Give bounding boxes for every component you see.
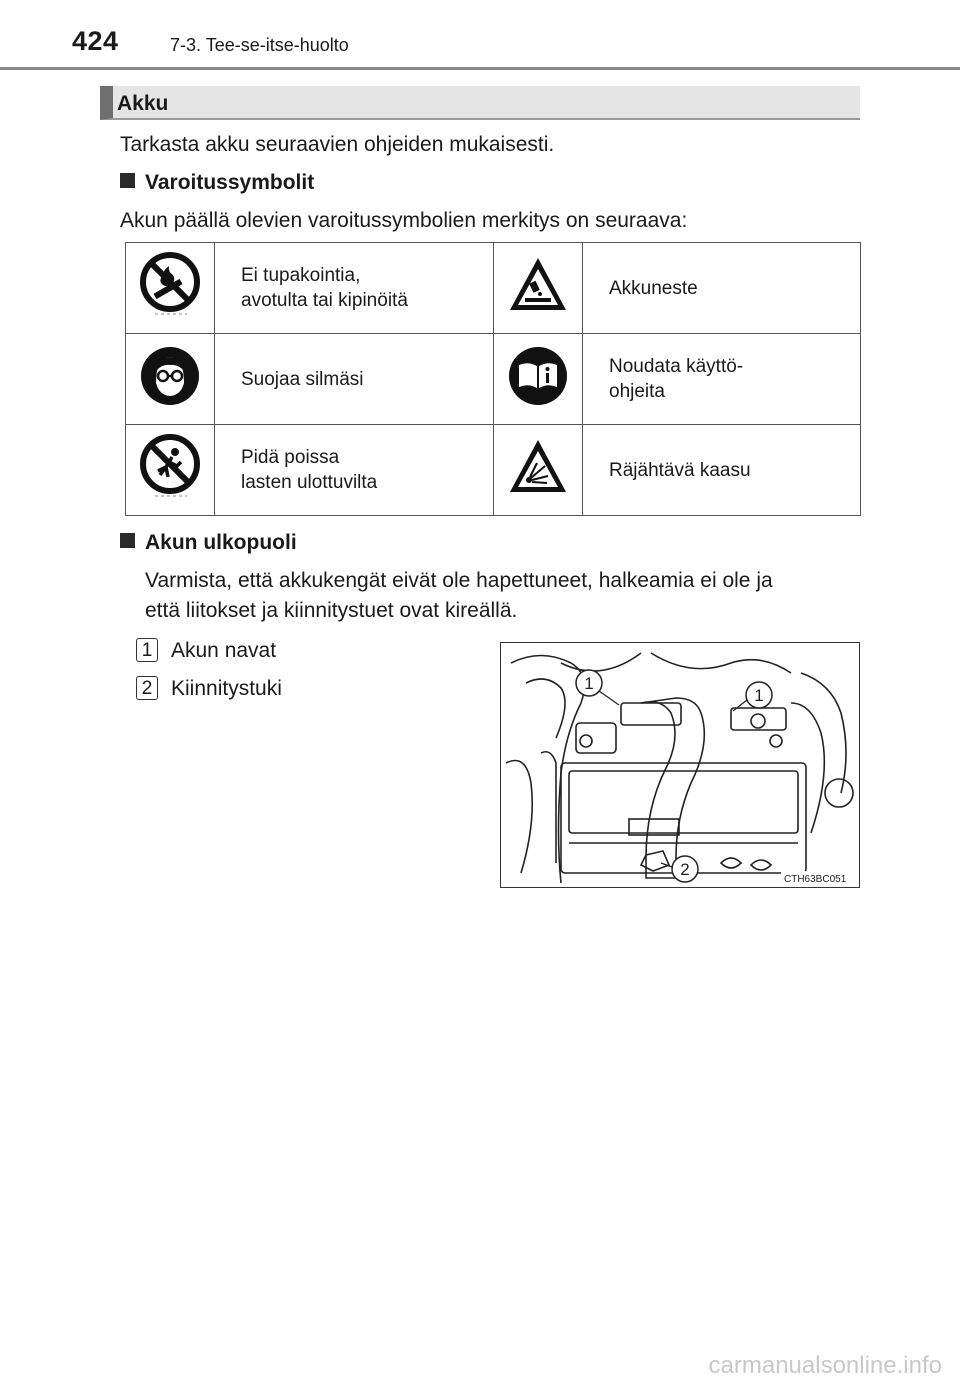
- chapter-title: 7-3. Tee-se-itse-huolto: [170, 35, 349, 55]
- square-bullet-icon: [120, 533, 135, 548]
- symbol-label-line1: Ei tupakointia,: [241, 265, 361, 286]
- symbol-label-line1: Noudata käyttö-: [609, 356, 744, 377]
- item-number-1: 1: [136, 638, 158, 662]
- exterior-text-line1: Varmista, että akkukengät eivät ole hapettuneet, halkeamia ei ole ja: [145, 569, 773, 592]
- page-number: 424: [72, 26, 119, 56]
- exterior-heading-text: Akun ulkopuoli: [145, 531, 297, 554]
- warning-symbols-heading: [120, 171, 314, 195]
- symbol-label-line2: ohjeita: [609, 381, 665, 402]
- item-label-2: Kiinnitystuki: [171, 677, 282, 700]
- square-bullet-icon: [120, 173, 135, 188]
- symbol-label-line1: Akkuneste: [609, 277, 698, 299]
- symbol-cell: [494, 425, 583, 516]
- symbol-label-cell: [583, 334, 861, 425]
- symbol-label-line2: lasten ulottuvilta: [241, 472, 378, 493]
- exterior-text-line2: että liitokset ja kiinnitystuet ovat kireällä.: [145, 599, 518, 622]
- no-smoking-flame-icon: [139, 252, 201, 318]
- symbol-label-line1: Räjähtävä kaasu: [609, 459, 751, 481]
- table-row: [126, 425, 861, 516]
- symbol-label-line2: avotulta tai kipinöitä: [241, 290, 408, 311]
- symbol-cell: [494, 243, 583, 334]
- section-title: Akku: [117, 92, 169, 115]
- section-header: [100, 86, 860, 120]
- symbol-label-line1: Pidä poissa: [241, 447, 340, 468]
- symbol-label-cell: [583, 425, 861, 516]
- symbol-label-cell: [215, 243, 494, 334]
- symbol-cell: [126, 334, 215, 425]
- table-row: [126, 334, 861, 425]
- callout-1-right: 1: [754, 686, 764, 705]
- figure-code: CTH63BC051: [784, 874, 847, 885]
- read-manual-icon: [507, 345, 569, 407]
- exterior-heading: [120, 531, 297, 555]
- battery-fluid-icon: [507, 254, 569, 316]
- warning-symbols-heading-text: Varoitussymbolit: [145, 171, 315, 194]
- symbol-cell: [126, 425, 215, 516]
- keep-children-away-icon: [139, 434, 201, 500]
- symbol-label-line1: Suojaa silmäsi: [241, 368, 364, 390]
- item-number-2: 2: [136, 676, 158, 700]
- symbol-label-cell: [215, 334, 494, 425]
- item-label-1: Akun navat: [171, 639, 277, 662]
- header-divider: [0, 67, 960, 70]
- warning-symbols-description: Akun päällä olevien varoitussymbolien merkitys on seuraava:: [120, 209, 688, 232]
- warning-symbols-table: [125, 242, 861, 516]
- symbol-cell: [494, 334, 583, 425]
- callout-1-left: 1: [584, 674, 594, 693]
- symbol-cell: [126, 243, 215, 334]
- watermark: carmanualsonline.info: [708, 1352, 942, 1379]
- battery-illustration: [500, 642, 860, 888]
- symbol-label-cell: [215, 425, 494, 516]
- callout-2: 2: [680, 860, 690, 879]
- eye-protection-icon: [139, 345, 201, 407]
- intro-text: Tarkasta akku seuraavien ohjeiden mukaisesti.: [120, 133, 555, 156]
- symbol-label-cell: [583, 243, 861, 334]
- explosive-gas-icon: [507, 436, 569, 498]
- engine-bay-drawing: [501, 643, 859, 887]
- table-row: [126, 243, 861, 334]
